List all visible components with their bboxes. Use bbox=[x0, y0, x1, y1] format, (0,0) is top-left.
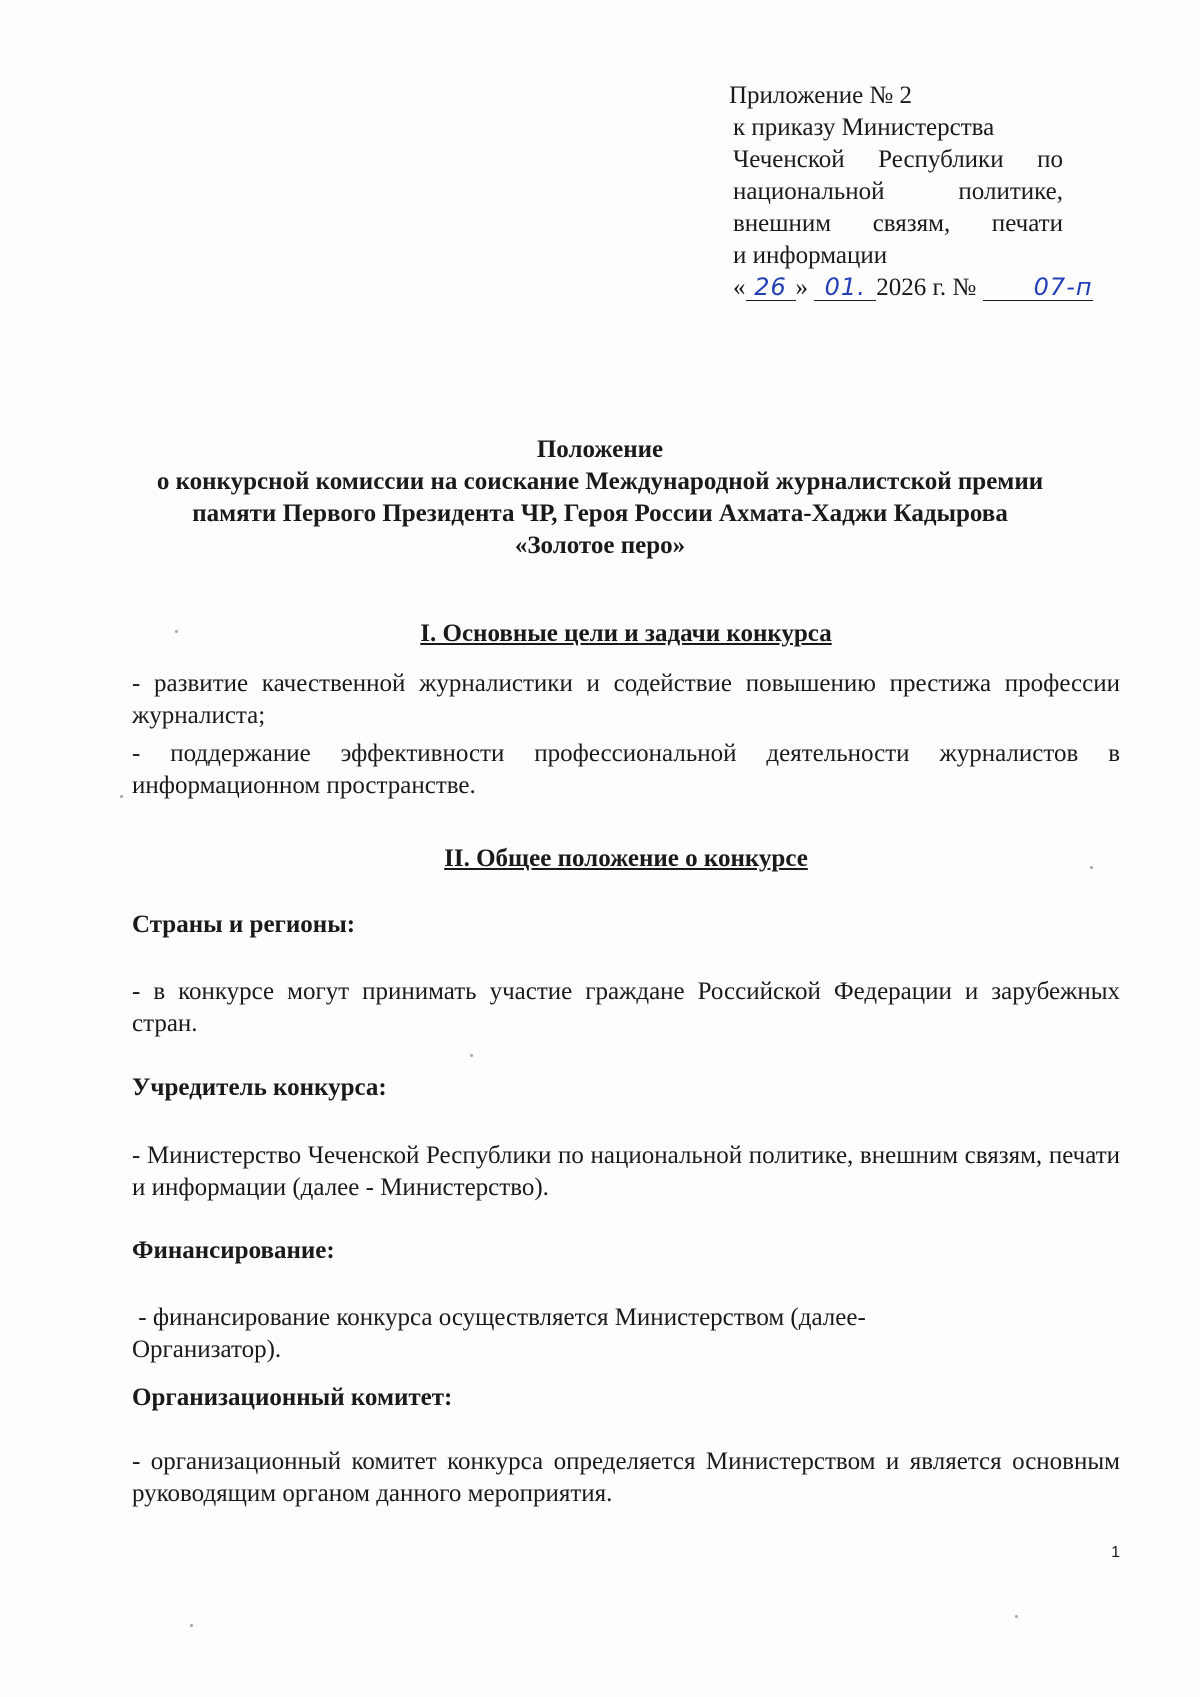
title-line-2: о конкурсной комиссии на соискание Международной журналистской премии bbox=[156, 468, 1044, 495]
annex-line-1: Приложение № 2 bbox=[729, 82, 913, 109]
funding-text-line-1: - финансирование конкурса осуществляется Министерством (далее- bbox=[132, 1304, 866, 1331]
countries-text: - в конкурсе могут принимать участие граждане Российской Федерации и зарубежных стран. bbox=[132, 978, 1120, 1037]
date-year-label: 2026 г. № bbox=[876, 274, 977, 301]
document-title bbox=[60, 434, 1140, 562]
scan-speck bbox=[120, 795, 123, 798]
date-day-handwritten: 26 bbox=[754, 273, 787, 301]
annex-line-3: Чеченской Республики по bbox=[733, 146, 1063, 173]
scan-speck bbox=[175, 630, 178, 633]
date-month-handwritten: 01. bbox=[824, 273, 866, 301]
annex-line-2: к приказу Министерства bbox=[733, 114, 995, 141]
annex-block bbox=[729, 80, 1093, 304]
section-1-item-1: - развитие качественной журналистики и содействие повышению престижа профессии журналиста; bbox=[132, 670, 1120, 729]
funding-label: Финансирование: bbox=[132, 1237, 335, 1264]
scan-speck bbox=[190, 1624, 193, 1627]
committee-label: Организационный комитет: bbox=[132, 1384, 453, 1411]
founder-label: Учредитель конкурса: bbox=[132, 1074, 387, 1101]
scan-speck bbox=[1090, 866, 1093, 869]
date-close-quote: » bbox=[795, 274, 808, 301]
page-number: 1 bbox=[1111, 1544, 1120, 1561]
annex-line-6: и информации bbox=[733, 242, 888, 269]
section-1-item-2: - поддержание эффективности профессиональной деятельности журналистов в информационном пространстве. bbox=[132, 740, 1120, 799]
funding-text-line-2: Организатор). bbox=[132, 1336, 282, 1363]
section-2-heading: II. Общее положение о конкурсе bbox=[444, 845, 808, 872]
annex-line-5: внешним связям, печати bbox=[733, 210, 1063, 237]
date-month-field bbox=[814, 275, 876, 301]
funding-text bbox=[132, 1302, 1120, 1366]
title-line-1: Положение bbox=[536, 436, 664, 463]
section-1-heading: I. Основные цели и задачи конкурса bbox=[420, 620, 832, 647]
annex-date-line bbox=[733, 272, 1093, 304]
date-open-quote: « bbox=[733, 274, 746, 301]
date-day-field bbox=[746, 275, 796, 301]
founder-text: - Министерство Чеченской Республики по национальной политике, внешним связям, печати и информации (далее - Министерство). bbox=[132, 1142, 1120, 1201]
doc-number-field bbox=[983, 275, 1093, 301]
doc-number-handwritten: 07-п bbox=[1033, 273, 1093, 301]
countries-label: Страны и регионы: bbox=[132, 911, 356, 938]
committee-text: - организационный комитет конкурса определяется Министерством и является основным руководящим органом данного мероприятия. bbox=[132, 1448, 1120, 1507]
scan-speck bbox=[1015, 1615, 1018, 1618]
annex-line-4: национальной политике, bbox=[733, 178, 1063, 205]
scan-speck bbox=[470, 1054, 473, 1057]
title-line-3: памяти Первого Президента ЧР, Героя России Ахмата-Хаджи Кадырова bbox=[192, 500, 1008, 527]
title-line-4: «Золотое перо» bbox=[514, 532, 686, 559]
